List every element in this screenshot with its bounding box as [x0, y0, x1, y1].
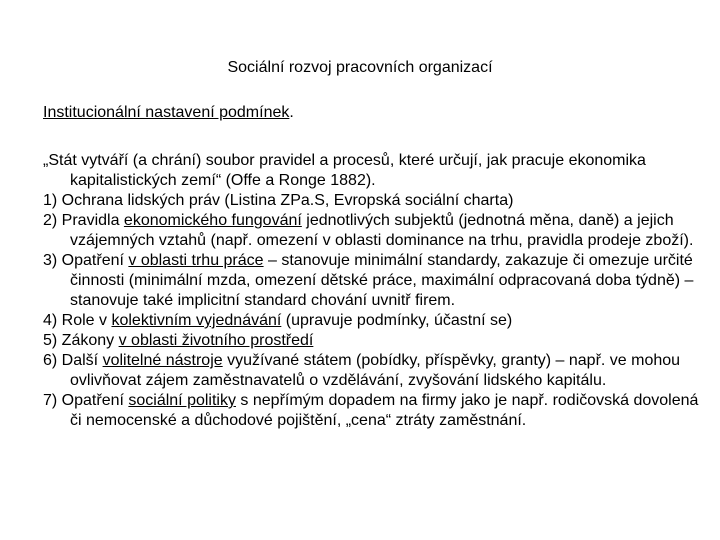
item-rest: – stanovuje minimální standardy, zakazuje či omezuje určité činnosti (minimální mzda, omezení dětské práce, maximální odpracovaná doba týdně) – stanovuje také implicitní standard chování uvnitř firem. — [70, 252, 694, 309]
list-item-1: 1) Ochrana lidských práv (Listina ZPa.S, Evropská sociální charta) — [43, 192, 514, 209]
item-underlined: ekonomického fungování — [123, 212, 302, 229]
item-prefix: 6) Další — [43, 352, 103, 369]
item-rest: (upravuje podmínky, účastní se) — [281, 312, 513, 329]
item-prefix: 5) Zákony — [43, 332, 119, 349]
item-prefix: 3) Opatření — [43, 252, 129, 269]
item-underlined: sociální politiky — [128, 392, 236, 409]
list-item-7 — [43, 391, 703, 431]
item-underlined: v oblasti trhu práce — [128, 252, 264, 269]
list-item-2 — [43, 211, 703, 251]
item-underlined: volitelné nástroje — [102, 352, 223, 369]
quote-paragraph: „Stát vytváří (a chrání) soubor pravidel a procesů, které určují, jak pracuje ekonomika kapitalistických zemí“ (Offe a Ronge 1882). — [43, 152, 646, 189]
item-rest: jednotlivých subjektů (jednotná měna, daně) a jejich vzájemných vztahů (např. omezení v oblasti dominance na trhu, pravidla prodeje zboží). — [70, 212, 694, 249]
slide-body — [43, 151, 703, 431]
subtitle-text: Institucionální nastavení podmínek — [43, 104, 290, 121]
list-item-5 — [43, 331, 703, 351]
subtitle-period: . — [289, 104, 294, 121]
item-prefix: 7) Opatření — [43, 392, 129, 409]
list-item-4 — [43, 311, 703, 331]
item-rest: využívané státem (pobídky, příspěvky, granty) – např. ve mohou ovlivňovat zájem zaměstnavatelů o vzdělávání, zvyšování lidského kapitálu. — [70, 352, 681, 389]
item-rest: s nepřímým dopadem na firmy jako je např. rodičovská dovolená či nemocenské a důchodové pojištění, „cena“ ztráty zaměstnání. — [70, 392, 699, 429]
list-item-3 — [43, 251, 703, 311]
item-prefix: 4) Role v — [43, 312, 112, 329]
item-prefix: 2) Pravidla — [43, 212, 124, 229]
slide-title: Sociální rozvoj pracovních organizací — [227, 59, 493, 76]
list-item-6 — [43, 351, 703, 391]
item-underlined: kolektivním vyjednávání — [111, 312, 282, 329]
slide-subtitle — [43, 103, 294, 123]
item-underlined: v oblasti životního prostředí — [118, 332, 314, 349]
